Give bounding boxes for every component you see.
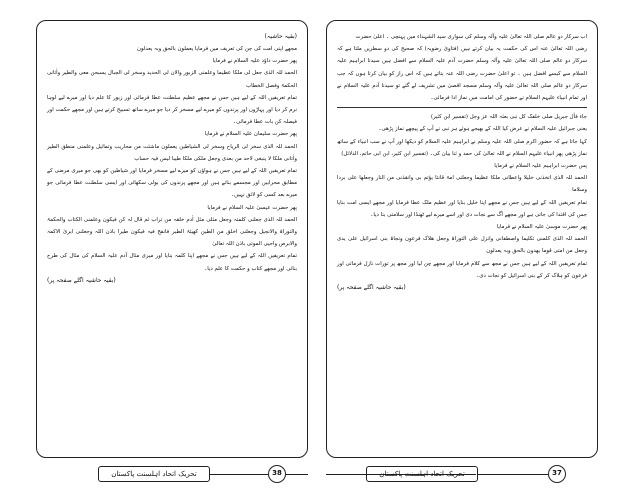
paragraph: الحمد للہ الذی اتخذنی خلیلا واعطانی ملکا عظیما وجعلنی امۃ قانتا یؤتم بی وانقذنی من النار وجعلھا علی بردا وسلاما xyxy=(337,175,587,194)
paragraph: رضی اللہ تعالیٰ عنہ اس کی حکمت یہ بیان کرتے ہیں (فتاویٰ رضویہ) کہ صحیح کی دو سطریں ملتا ہے کہ سرکار دو عالم صلی اللہ تعالیٰ علیہ وآلہ وسلم حضرت آدم علیہ السلام سے افضل ہیں سیدنا ابراہیم علیہ السلام سے کیسے افضل ہیں ۔ تو اعلیٰ حضرت رضی اللہ عنہ بتاتے ہیں کہ اس راز کو بیان کرتا ہوں کہ جب سرکار دو عالم صلی اللہ تعالیٰ علیہ وآلہ وسلم مسجد اقصیٰ میں تشریف لے گئے تو سیدنا آدم علیہ السلام نے اور تمام انبیاء علیہم السلام نے حضور کی امامت میں نماز ادا فرمائی۔ xyxy=(337,46,587,102)
paragraph: پھر حضرت موسیٰ علیہ السلام نے فرمایا xyxy=(496,224,587,231)
paragraph: الحمد للہ الذی جعل لی ملکا عظیما وعلمنی الزبور والان لی الحدید وسخر لی الجبال یسبحن معی والطیر واٰتانی الحکمۃ وفصل الخطاب xyxy=(47,70,297,89)
footer-rule xyxy=(286,474,308,475)
paragraph: پھر حضرت داؤد علیہ السلام نے فرمایا xyxy=(212,58,297,65)
paragraph: تمام تعریفیں اللہ کے لیے ہیں جس نے ہواؤں کو میرے لیے مسخر فرمایا اور شیاطین کو بھی جو میری مرضی کے مطابق محرابیں اور مجسمے بناتے ہیں اور مجھے پرندوں کی بولی سکھائی اور ایسی سلطنت عطا فرمائی جو میرے بعد کسی کو لائق نہیں۔ xyxy=(47,168,297,199)
paragraph: الحمد للہ الذی جعلنی کلمتہ وجعل مثلی مثل اٰدم خلقہ من تراب ثم قال لہ کن فیکون وعلمنی الکتاب والحکمۃ والتوراۃ والانجیل وجعلنی اخلق من الطین کھیئۃ الطیر فانفخ فیہ فیکون طیرا باذن اللہ وجعلنی ابرئ الاکمہ والابرص واحیی الموتی باذن اللہ تعالیٰ xyxy=(47,216,297,248)
footer-rule xyxy=(210,474,268,475)
paragraph: تمام تعریفیں اللہ کے لیے ہیں جس نے مجھے اپنا خلیل بنایا اور عظیم ملک عطا فرمایا اور مجھے ایسی امت بنایا جس کی اقتدا کی جاتی ہے اور مجھے آگ سے نجات دی اور اسے میرے لیے ٹھنڈا اور سلامتی بنا دیا۔ xyxy=(337,199,587,218)
paragraph: یعنی جبرائیل علیہ السلام نے عرض کیا اللہ کے بھیجے ہوئے ہر نبی نے آپ کے پیچھے نماز پڑھی۔ xyxy=(378,126,587,133)
paragraph: پس حضرت ابراہیم علیہ السلام نے فرمایا xyxy=(494,163,587,170)
arabic-quote: جاء فأل جبریل صلی خلفک کل نبی بعثہ اللہ عز وجل (تفسیر ابن کثیر) xyxy=(430,114,587,121)
book-page-37 xyxy=(326,20,598,458)
footnote-continue: (بقیہ حاشیہ اگلے صفحہ پر) xyxy=(47,276,116,284)
page-37-footnote xyxy=(337,111,587,282)
footer-rule xyxy=(478,474,548,475)
footnote-header: (بقیہ حاشیہ) xyxy=(264,33,297,40)
paragraph: کہا جاتا ہے کہ حضور اکرم صلی اللہ علیہ وسلم نے ابراہیم علیہ السلام کو دیکھا اور آپ نے سب انبیاء کے ساتھ نماز پڑھی پھر انبیاء علیہم السلام نے اللہ تعالیٰ کی حمد و ثنا بیان کی۔ (تفسیر ابن کثیر، ابن ابی حاتم، الدلائل) xyxy=(337,138,587,157)
page-38-body xyxy=(47,43,297,275)
paragraph: تمام تعریفیں اللہ کے لیے ہیں جس نے مجھ سے کلام فرمایا اور مجھے چن لیا اور مجھ پر تورات نازل فرمائی اور فرعون کو ہلاک کر کے بنی اسرائیل کو نجات دی۔ xyxy=(337,260,587,279)
paragraph: مجھے اپنی امت کی جن کی تعریف میں فرمایا یعملون بالحق وبہ یعدلون xyxy=(136,46,297,52)
footer-label: تحریک اتحاد اہلسنت پاکستان xyxy=(98,466,210,482)
paragraph: اب سرکار دو عالم صلی اللہ تعالیٰ علیہ وآلہ وسلم کی سواری سید الشہداء میں پہنچی ۔ اعلیٰ حضرت xyxy=(355,34,587,40)
paragraph: الحمد للہ الذی کلمنی تکلیما واصطفانی وانزل علی التوراۃ وجعل ھلاک فرعون ونجاۃ بنی اسرائیل علی یدی وجعل من امتی قوما یھدون بالحق وبہ یعدلون xyxy=(337,236,587,255)
paragraph: پھر حضرت سلیمان علیہ السلام نے فرمایا xyxy=(204,131,297,138)
book-page-38 xyxy=(36,20,308,458)
footnote-divider xyxy=(337,107,587,108)
paragraph: الحمد للہ الذی سخر لی الریاح وسخر لی الشیاطین یعملون ماشئت من محاریب وتماثیل وعلمنی منطق الطیر واٰتانی ملکا لا ینبغی لاحد من بعدی وجعل ملکی ملکا طیبا لیس فیہ حساب xyxy=(47,143,297,162)
paragraph: پھر حضرت عیسیٰ علیہ السلام نے فرمایا xyxy=(207,204,297,211)
page-number: 38 xyxy=(268,465,286,483)
page-37-footer xyxy=(326,466,598,484)
paragraph: تمام تعریفیں اللہ کے لیے ہیں جس نے مجھے عظیم سلطنت عطا فرمائی اور زبور کا علم دیا اور میرے لیے لوہا نرم کر دیا اور پہاڑوں اور پرندوں کو میرے لیے مسخر کر دیا جو میرے ساتھ تسبیح کرتے ہیں اور مجھے حکمت اور فیصلہ کن بات عطا فرمائی۔ xyxy=(47,94,297,126)
footer-label: تحریک اتحاد اہلسنت پاکستان xyxy=(366,466,478,482)
page-37-body xyxy=(337,31,587,104)
page-38-footer xyxy=(36,466,308,484)
footnote-continue: (بقیہ حاشیہ اگلے صفحہ پر) xyxy=(337,284,406,292)
page-number: 37 xyxy=(548,465,566,483)
paragraph: تمام تعریفیں اللہ کے لیے ہیں جس نے مجھے اپنا کلمہ بنایا اور میری مثال آدم علیہ السلام کی مثال کی طرح بنائی اور مجھے کتاب و حکمت کا علم دیا۔ xyxy=(47,253,297,272)
